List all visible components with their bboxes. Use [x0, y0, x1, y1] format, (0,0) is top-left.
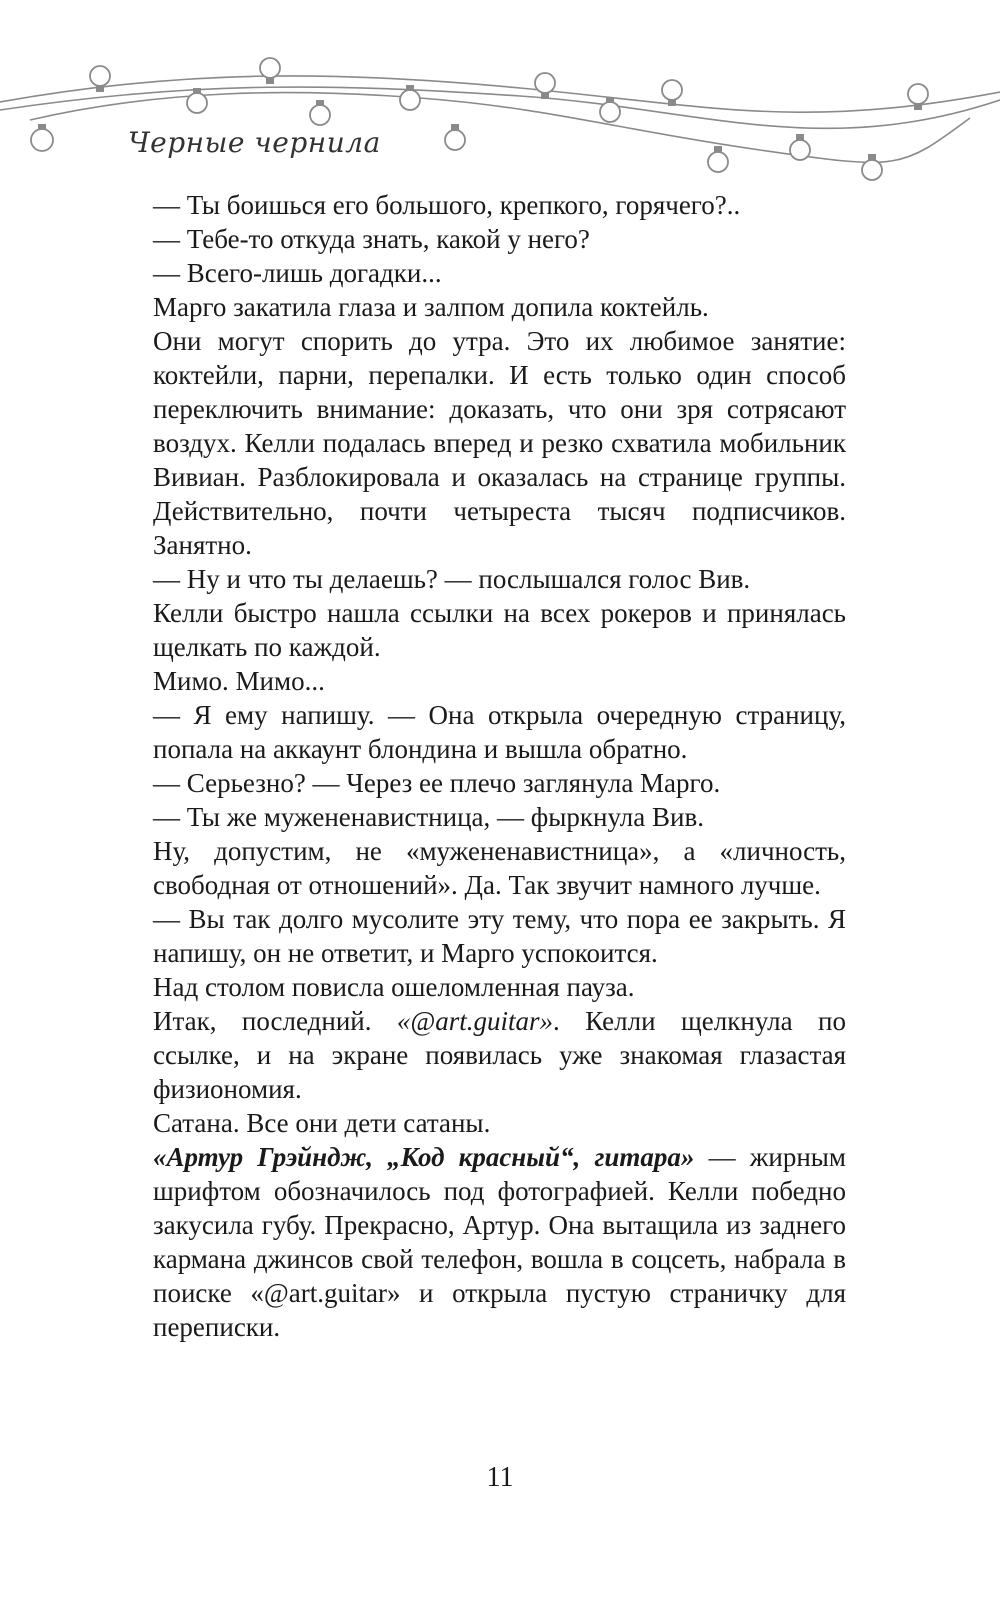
paragraph: — Ты боишься его большого, крепкого, горячего?.. [153, 190, 741, 220]
paragraph-text: . Келли щелкнула по ссылке, и на экране появилась уже знакомая глазастая физиономия. [153, 1006, 846, 1104]
paragraph: — Ты же мужененавистница, — фыркнула Вив. [153, 802, 704, 832]
page-body [153, 188, 846, 1344]
paragraph: — Серьезно? — Через ее плечо заглянула Марго. [153, 768, 721, 798]
paragraph: Мимо. Мимо... [153, 666, 325, 696]
paragraph: — Тебе-то откуда знать, какой у него? [153, 224, 590, 254]
paragraph: — Вы так долго мусолите эту тему, что пора ее закрыть. Я напишу, он не ответит, и Марго успокоится. [153, 904, 846, 968]
string-lights-garland-icon [0, 0, 1000, 200]
profile-caption: «Артур Грэйндж, „Код красный“, гитара» [153, 1142, 695, 1172]
paragraph: — Я ему напишу. — Она открыла очередную страницу, попала на аккаунт блондина и вышла обратно. [153, 700, 846, 764]
paragraph [153, 1140, 846, 1344]
paragraph [153, 1004, 846, 1106]
running-title: Черные чернила [128, 126, 381, 159]
paragraph: Ну, допустим, не «мужененавистница», а «личность, свободная от отношений». Да. Так звучит намного лучше. [153, 836, 846, 900]
paragraph: — Всего-лишь догадки... [153, 258, 442, 288]
paragraph: Келли быстро нашла ссылки на всех рокеров и принялась щелкать по каждой. [153, 598, 846, 662]
paragraph: Они могут спорить до утра. Это их любимое занятие: коктейли, парни, перепалки. И есть только один способ переключить внимание: доказать, что они зря сотрясают воздух. Келли подалась вперед и резко схватила мобильник Вивиан. Разблокировала и оказалась на странице группы. Действительно, почти четыреста тысяч подписчиков. Занятно. [153, 326, 846, 560]
paragraph: Над столом повисла ошеломленная пауза. [153, 972, 635, 1002]
paragraph-text: — жирным шрифтом обозначилось под фотографией. Келли победно закусила губу. Прекрасно, Артур. Она вытащила из заднего кармана джинсов свой телефон, вошла в соцсеть, набрала в поиске «@art.guitar» и открыла пустую страничку для переписки. [153, 1142, 847, 1342]
paragraph: Сатана. Все они дети сатаны. [153, 1108, 491, 1138]
paragraph: Марго закатила глаза и залпом допила коктейль. [153, 292, 709, 322]
paragraph: — Ну и что ты делаешь? — послышался голос Вив. [153, 564, 751, 594]
paragraph-text: Итак, последний. [153, 1006, 397, 1036]
page-number: 11 [486, 1462, 514, 1493]
account-handle: «@art.guitar» [396, 1006, 554, 1036]
